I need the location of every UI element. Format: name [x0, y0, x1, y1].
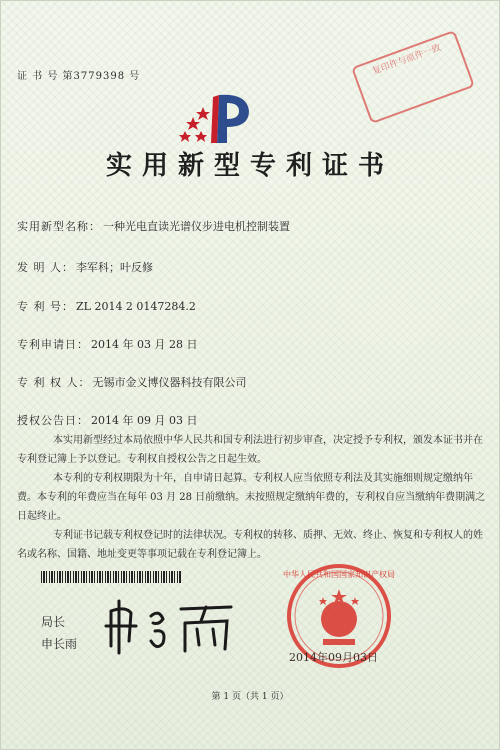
field-label: 专 利 号： [17, 300, 74, 313]
field-value: 一种光电直读光谱仪步进电机控制装置 [103, 220, 290, 233]
grant-date-field [17, 412, 197, 428]
field-label: 实用新型名称： [17, 220, 101, 233]
body-paragraph: 本专利的专利权期限为十年，自申请日起算。专利权人应当依照专利法及其实施细则规定缴纳年费。本专利的年费应当在每年 03 月 28 日前缴纳。未按照规定缴纳年费的，专利权自应当缴纳年费期满之日起终止。 [17, 473, 486, 522]
field-label: 专利申请日： [17, 338, 89, 351]
field-value: 2014 年 03 月 28 日 [91, 338, 198, 351]
field-value: 李军科；叶反修 [76, 261, 153, 274]
field-value: 2014 年 09 月 03 日 [91, 414, 198, 427]
utility-model-name-field [17, 218, 290, 234]
certificate-number: 证 书 号 第3779398 号 [17, 71, 141, 82]
director-name: 申长雨 [41, 637, 78, 651]
body-paragraph: 专利证书记载专利权登记时的法律状况。专利权的转移、质押、无效、终止、恢复和专利权人的姓名或名称、国籍、地址变更等事项记载在专利登记簿上。 [17, 530, 483, 560]
patentee-field [17, 374, 247, 390]
field-label: 发 明 人： [17, 261, 74, 274]
copy-stamp-text: 复印件与原件一致 [371, 43, 443, 78]
director-title: 局长 [41, 615, 66, 629]
field-value: 无锡市金义博仪器科技有限公司 [92, 376, 247, 389]
field-label: 授权公告日： [17, 414, 89, 427]
copy-stamp [351, 30, 475, 124]
field-label: 专 利 权 人： [17, 376, 91, 389]
seal-text: 中华人民共和国国家知识产权局 [283, 570, 395, 579]
patent-number-field [17, 298, 196, 314]
application-date-field [17, 336, 197, 352]
body-paragraph: 本实用新型经过本局依照中华人民共和国专利法进行初步审查，决定授予专利权，颁发本证书并在专利登记簿上予以登记。专利权自授权公告之日起生效。 [17, 435, 483, 465]
certificate-title: 实用新型专利证书 [105, 151, 394, 181]
cnipa-logo-icon [179, 87, 269, 147]
certificate-body [17, 431, 489, 564]
barcode [41, 571, 181, 583]
inventor-field [17, 259, 153, 275]
seal-date: 2014年09月03日 [289, 651, 378, 664]
field-value: ZL 2014 2 0147284.2 [76, 300, 196, 313]
director-signature [101, 591, 251, 661]
page-footer: 第 1 页（共 1 页） [211, 692, 289, 702]
